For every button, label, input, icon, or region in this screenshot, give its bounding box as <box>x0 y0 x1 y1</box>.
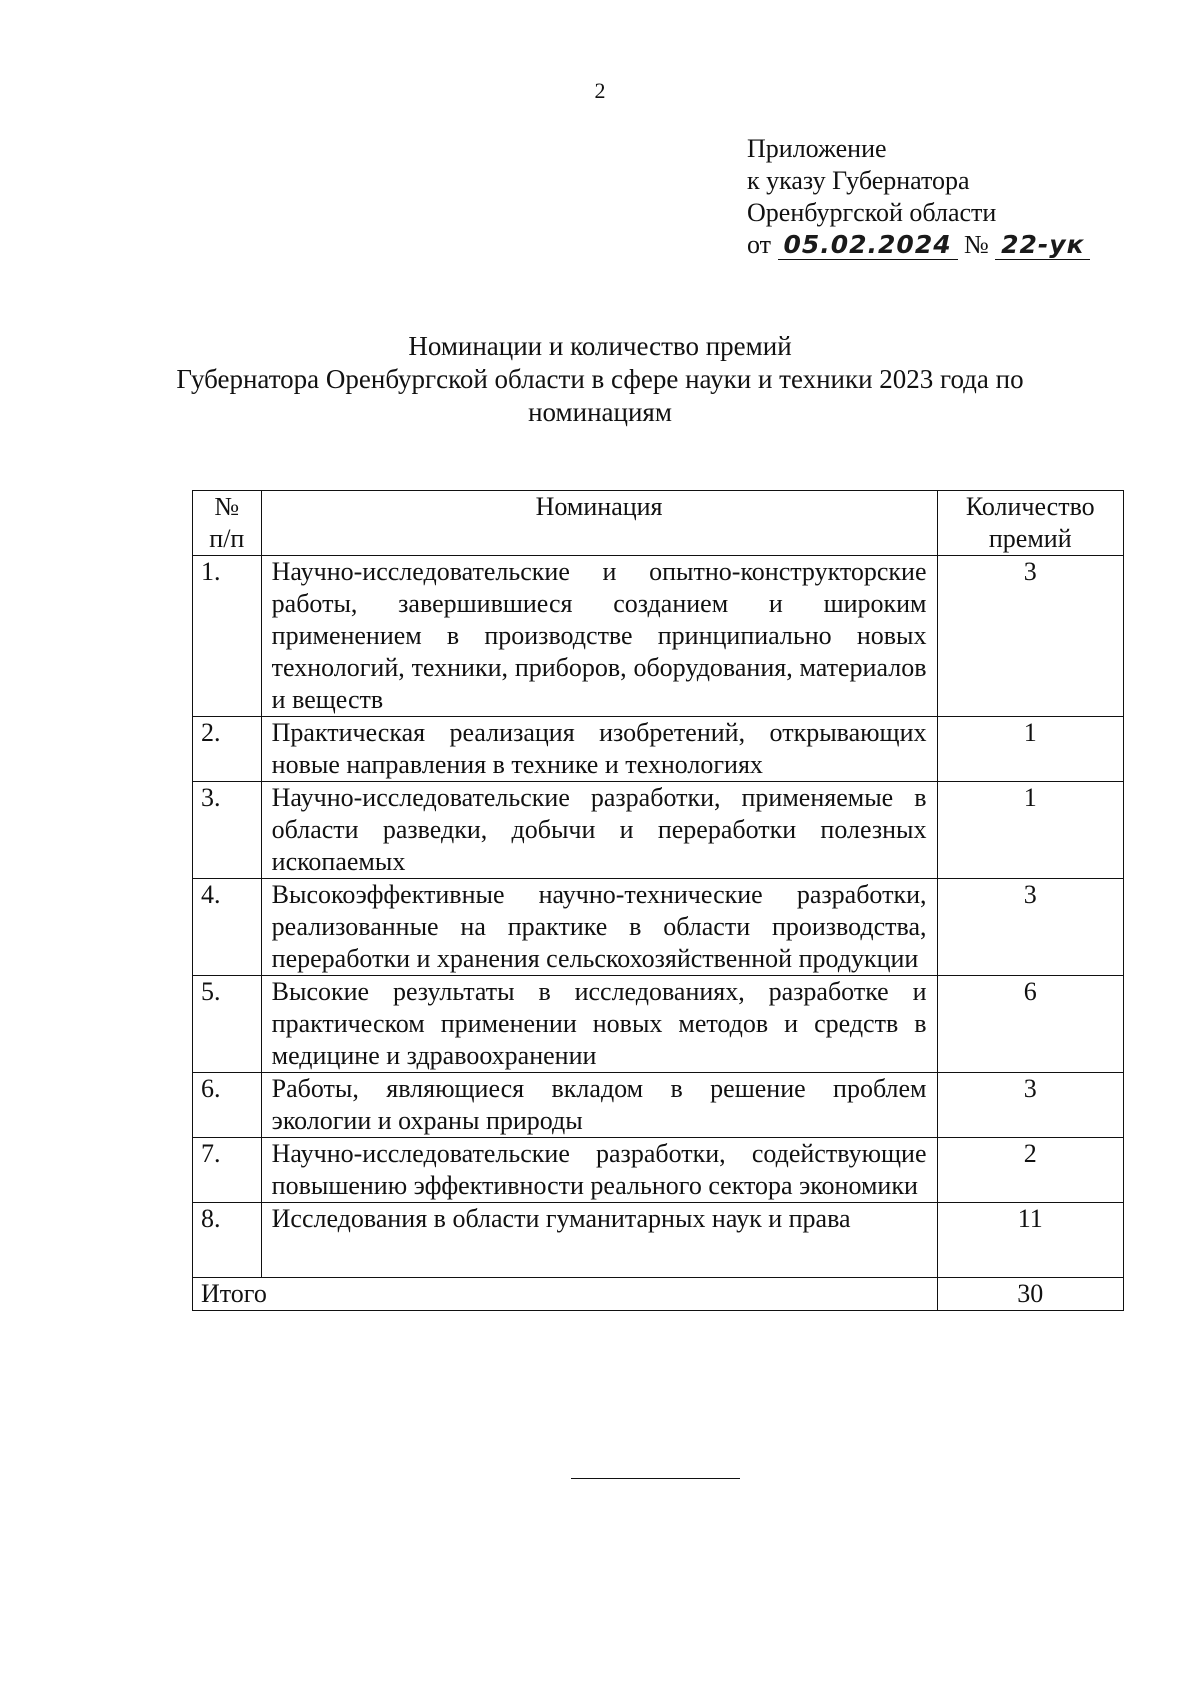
table-row <box>193 717 1124 782</box>
row-count: 1 <box>937 717 1124 782</box>
appendix-header <box>747 133 1090 261</box>
table-header-row <box>193 491 1124 556</box>
row-name: Научно-исследовательские и опытно-конструкторские работы, завершившиеся созданием и широким применением в производстве принципиально новых технологий, техники, приборов, оборудования, материалов и веществ <box>261 556 937 717</box>
header-num: № п/п <box>193 491 262 556</box>
total-label: Итого <box>193 1278 938 1311</box>
table-row <box>193 1203 1124 1278</box>
row-count: 6 <box>937 976 1124 1073</box>
row-num: 6. <box>193 1073 262 1138</box>
row-num: 5. <box>193 976 262 1073</box>
table-total-row <box>193 1278 1124 1311</box>
title-line-1: Номинации и количество премий <box>408 331 792 361</box>
nominations-table <box>192 490 1124 1311</box>
row-name: Практическая реализация изобретений, открывающих новые направления в технике и технологиях <box>261 717 937 782</box>
from-label: от <box>747 230 772 259</box>
appendix-line-1: Приложение <box>747 134 887 163</box>
row-name: Исследования в области гуманитарных наук и права <box>261 1203 937 1278</box>
decree-date: 05.02.2024 <box>778 231 958 260</box>
table-row <box>193 976 1124 1073</box>
row-num: 8. <box>193 1203 262 1278</box>
header-name: Номинация <box>261 491 937 556</box>
total-value: 30 <box>937 1278 1124 1311</box>
table-row <box>193 1073 1124 1138</box>
appendix-line-2: к указу Губернатора <box>747 166 970 195</box>
row-name: Научно-исследовательские разработки, применяемые в области разведки, добычи и переработки полезных ископаемых <box>261 782 937 879</box>
row-num: 2. <box>193 717 262 782</box>
row-num: 7. <box>193 1138 262 1203</box>
title-line-3: номинациям <box>528 397 672 427</box>
row-count: 3 <box>937 879 1124 976</box>
row-name: Работы, являющиеся вкладом в решение проблем экологии и охраны природы <box>261 1073 937 1138</box>
row-num: 1. <box>193 556 262 717</box>
closing-rule <box>571 1478 740 1479</box>
appendix-date-line <box>747 229 1090 261</box>
page-number: 2 <box>594 78 606 103</box>
row-count: 11 <box>937 1203 1124 1278</box>
row-name: Научно-исследовательские разработки, содействующие повышению эффективности реального сектора экономики <box>261 1138 937 1203</box>
row-count: 3 <box>937 1073 1124 1138</box>
appendix-line-3: Оренбургской области <box>747 198 997 227</box>
row-count: 1 <box>937 782 1124 879</box>
table-row <box>193 1138 1124 1203</box>
row-num: 3. <box>193 782 262 879</box>
table-row <box>193 879 1124 976</box>
row-name: Высокоэффективные научно-технические разработки, реализованные на практике в области производства, переработки и хранения сельскохозяйственной продукции <box>261 879 937 976</box>
row-num: 4. <box>193 879 262 976</box>
table-row <box>193 556 1124 717</box>
table-row <box>193 782 1124 879</box>
header-count: Количество премий <box>937 491 1124 556</box>
title-line-2: Губернатора Оренбургской области в сфере науки и техники 2023 года по <box>176 364 1024 394</box>
row-count: 2 <box>937 1138 1124 1203</box>
document-title <box>150 330 1050 429</box>
row-count: 3 <box>937 556 1124 717</box>
number-label: № <box>964 230 989 259</box>
decree-number: 22-ук <box>995 231 1090 260</box>
row-name: Высокие результаты в исследованиях, разработке и практическом применении новых методов и средств в медицине и здравоохранении <box>261 976 937 1073</box>
